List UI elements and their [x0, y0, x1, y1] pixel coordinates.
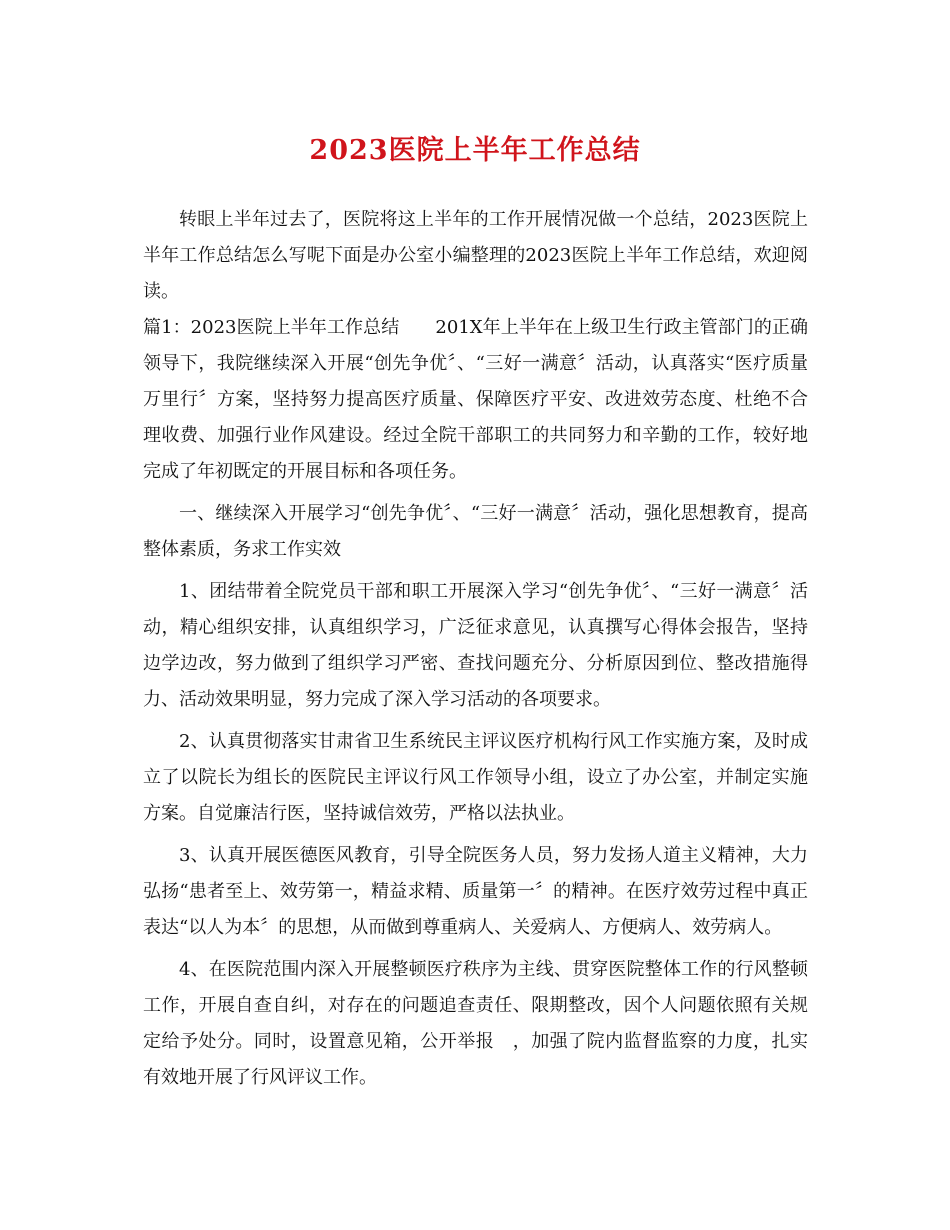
item-paragraph-3: 3、认真开展医德医风教育，引导全院医务人员，努力发扬人道主义精神，大力弘扬“患者至上、效劳第一，精益求精、质量第一〞的精神。在医疗效劳过程中真正表达“以人为本〞的思想，从而做到尊重病人、关爱病人、方便病人、效劳病人。 — [143, 845, 808, 938]
heading-paragraph-1: 一、继续深入开展学习“创先争优〞、“三好一满意〞活动，强化思想教育，提高整体素质，务求工作实效 — [143, 503, 808, 560]
item-paragraph-4: 4、在医院范围内深入开展整顿医疗秩序为主线、贯穿医院整体工作的行风整顿工作，开展自查自纠，对存在的问题追查责任、限期整改，因个人问题依照有关规定给予处分。同时，设置意见箱，公开举报 ，加强了院内监督监察的力度，扎实有效地开展了行风评议工作。 — [143, 959, 808, 1088]
item-paragraph-1: 1、团结带着全院党员干部和职工开展深入学习“创先争优〞、“三好一满意〞活动，精心组织安排，认真组织学习，广泛征求意见，认真撰写心得体会报告，坚持边学边改，努力做到了组织学习严密、查找问题充分、分析原因到位、整改措施得力、活动效果明显，努力完成了深入学习活动的各项要求。 — [143, 581, 808, 710]
document-title: 2023医院上半年工作总结 — [309, 135, 641, 166]
section-paragraph-1: 篇1：2023医院上半年工作总结 201X年上半年在上级卫生行政主管部门的正确领导下，我院继续深入开展“创先争优〞、“三好一满意〞活动，认真落实“医疗质量万里行〞方案，坚持努力提高医疗质量、保障医疗平安、改进效劳态度、杜绝不合理收费、加强行业作风建设。经过全院干部职工的共同努力和辛勤的工作，较好地完成了年初既定的开展目标和各项任务。 — [143, 317, 808, 482]
item-paragraph-2: 2、认真贯彻落实甘肃省卫生系统民主评议医疗机构行风工作实施方案，及时成立了以院长为组长的医院民主评议行风工作领导小组，设立了办公室，并制定实施方案。自觉廉洁行医，坚持诚信效劳，严格以法执业。 — [143, 731, 808, 824]
intro-paragraph: 转眼上半年过去了，医院将这上半年的工作开展情况做一个总结，2023医院上半年工作总结怎么写呢下面是办公室小编整理的2023医院上半年工作总结，欢迎阅读。 — [143, 209, 808, 302]
document-body — [143, 202, 808, 1096]
